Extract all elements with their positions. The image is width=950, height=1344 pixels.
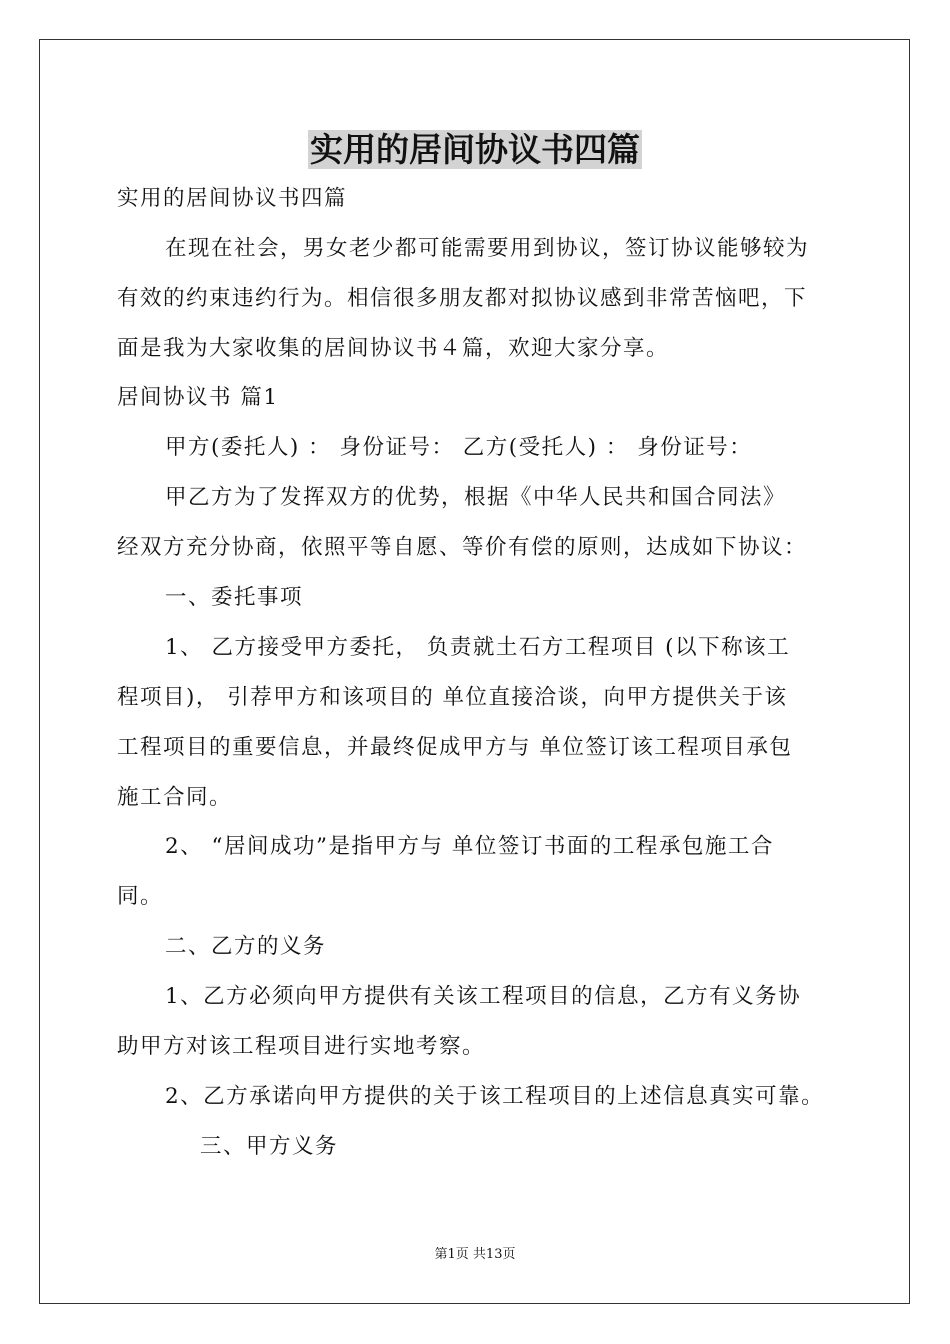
paragraph-line: 程项目)， 引荐甲方和该项目的 单位直接洽谈，向甲方提供关于该 bbox=[117, 685, 788, 710]
document-title bbox=[0, 127, 950, 173]
clause-heading: 二、乙方的义务 bbox=[165, 934, 327, 959]
page-number: 第1页 共13页 bbox=[434, 1247, 516, 1262]
clause-heading: 三、甲方义务 bbox=[200, 1134, 339, 1159]
paragraph-line: 甲乙方为了发挥双方的优势，根据《中华人民共和国合同法》 bbox=[165, 485, 787, 510]
paragraph-line: 2、 “居间成功”是指甲方与 单位签订书面的工程承包施工合 bbox=[165, 834, 774, 859]
section-heading: 居间协议书 篇1 bbox=[117, 385, 279, 410]
paragraph-line: 面是我为大家收集的居间协议书４篇，欢迎大家分享。 bbox=[117, 336, 670, 361]
paragraph-line: 2、乙方承诺向甲方提供的关于该工程项目的上述信息真实可靠。 bbox=[165, 1084, 825, 1109]
paragraph-line: 经双方充分协商，依照平等自愿、等价有偿的原则，达成如下协议： bbox=[117, 535, 808, 560]
paragraph-line: 有效的约束违约行为。相信很多朋友都对拟协议感到非常苦恼吧，下 bbox=[117, 286, 808, 311]
paragraph-line: 在现在社会，男女老少都可能需要用到协议，签订协议能够较为 bbox=[165, 236, 810, 261]
paragraph-line: 工程项目的重要信息，并最终促成甲方与 单位签订该工程项目承包 bbox=[117, 735, 793, 760]
paragraph-line: 助甲方对该工程项目进行实地考察。 bbox=[117, 1034, 486, 1059]
document-title-text: 实用的居间协议书四篇 bbox=[310, 130, 640, 169]
paragraph-line: 施工合同。 bbox=[117, 785, 233, 810]
paragraph-line: 同。 bbox=[117, 884, 164, 909]
paragraph-line: 1、乙方必须向甲方提供有关该工程项目的信息，乙方有义务协 bbox=[165, 984, 802, 1009]
page-border bbox=[39, 39, 910, 1304]
paragraph-line: 甲方(委托人) ： 身份证号： 乙方(受托人) ： 身份证号： bbox=[165, 435, 753, 460]
subtitle-line: 实用的居间协议书四篇 bbox=[117, 186, 348, 211]
clause-heading: 一、委托事项 bbox=[165, 585, 304, 610]
paragraph-line: 1、 乙方接受甲方委托， 负责就土石方工程项目 (以下称该工 bbox=[165, 635, 791, 660]
